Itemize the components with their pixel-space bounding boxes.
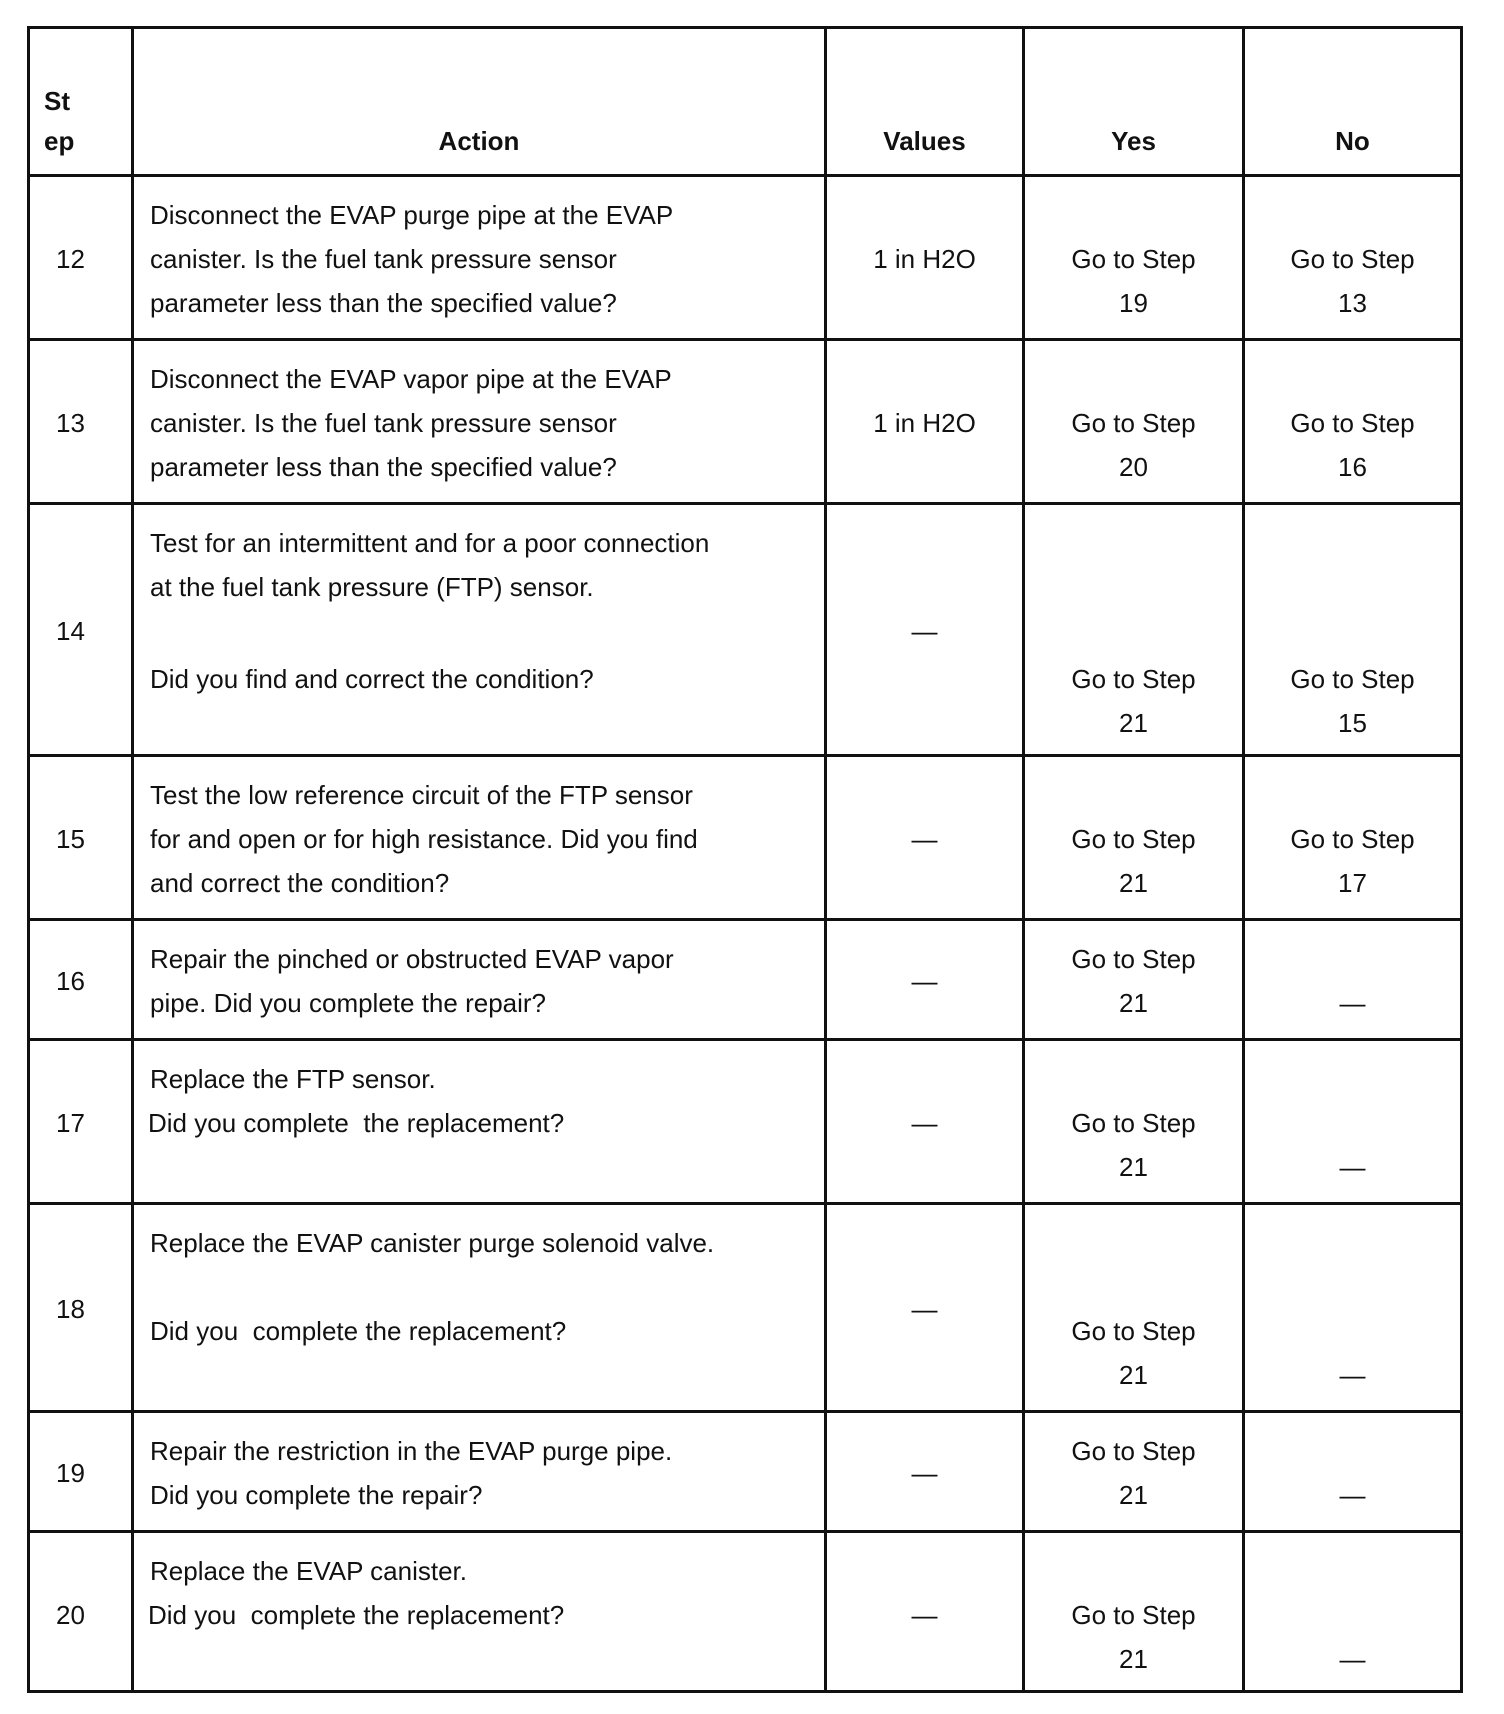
no-cell: Go to Step bbox=[1290, 824, 1415, 854]
diagnostic-table bbox=[27, 26, 1463, 1693]
header-action: Action bbox=[438, 126, 520, 156]
yes-cell-step: 20 bbox=[1119, 452, 1148, 482]
no-cell: Go to Step bbox=[1290, 664, 1415, 694]
no-cell: Go to Step bbox=[1290, 408, 1415, 438]
yes-cell-step: 21 bbox=[1119, 1644, 1148, 1674]
action-line: Test for an intermittent and for a poor connection bbox=[150, 528, 710, 558]
table-row bbox=[30, 341, 1460, 505]
no-cell: — bbox=[1339, 988, 1366, 1018]
value-cell: — bbox=[911, 824, 938, 854]
action-line: canister. Is the fuel tank pressure sensor bbox=[150, 244, 617, 274]
yes-cell-step: 21 bbox=[1119, 1480, 1148, 1510]
yes-cell: Go to Step bbox=[1071, 944, 1196, 974]
value-cell: — bbox=[911, 966, 938, 996]
yes-cell: Go to Step bbox=[1071, 1316, 1196, 1346]
no-cell: — bbox=[1339, 1644, 1366, 1674]
step-number: 15 bbox=[56, 824, 85, 854]
no-cell: Go to Step bbox=[1290, 244, 1415, 274]
action-line: canister. Is the fuel tank pressure sensor bbox=[150, 408, 617, 438]
table-row bbox=[30, 177, 1460, 341]
value-cell: 1 in H2O bbox=[873, 408, 976, 438]
table-row bbox=[30, 1533, 1460, 1690]
step-number: 16 bbox=[56, 966, 85, 996]
value-cell: — bbox=[911, 1458, 938, 1488]
no-cell: — bbox=[1339, 1152, 1366, 1182]
yes-cell-step: 21 bbox=[1119, 988, 1148, 1018]
step-number: 13 bbox=[56, 408, 85, 438]
yes-cell-step: 21 bbox=[1119, 868, 1148, 898]
value-cell: — bbox=[911, 1294, 938, 1324]
value-cell: 1 in H2O bbox=[873, 244, 976, 274]
no-cell: — bbox=[1339, 1360, 1366, 1390]
yes-cell: Go to Step bbox=[1071, 1600, 1196, 1630]
value-cell: — bbox=[911, 1108, 938, 1138]
action-line: Replace the FTP sensor. bbox=[150, 1064, 436, 1094]
table-row bbox=[30, 1413, 1460, 1533]
table-header bbox=[30, 29, 1460, 177]
action-line: and correct the condition? bbox=[150, 868, 450, 898]
action-line: Did you complete the replacement? bbox=[150, 1316, 567, 1346]
no-cell-step: 17 bbox=[1338, 868, 1367, 898]
no-cell: — bbox=[1339, 1480, 1366, 1510]
yes-cell-step: 21 bbox=[1119, 1360, 1148, 1390]
step-number: 17 bbox=[56, 1108, 85, 1138]
action-line: parameter less than the specified value? bbox=[150, 452, 617, 482]
action-line: Did you find and correct the condition? bbox=[150, 664, 594, 694]
action-line: at the fuel tank pressure (FTP) sensor. bbox=[150, 572, 594, 602]
header-yes: Yes bbox=[1111, 126, 1156, 156]
table-row bbox=[30, 1205, 1460, 1413]
yes-cell: Go to Step bbox=[1071, 664, 1196, 694]
action-line: Repair the restriction in the EVAP purge pipe. bbox=[150, 1436, 673, 1466]
yes-cell: Go to Step bbox=[1071, 1108, 1196, 1138]
no-cell-step: 13 bbox=[1338, 288, 1367, 318]
action-line: Replace the EVAP canister. bbox=[150, 1556, 468, 1586]
table-row bbox=[30, 921, 1460, 1041]
yes-cell: Go to Step bbox=[1071, 1436, 1196, 1466]
action-line: Did you complete the replacement? bbox=[148, 1600, 565, 1630]
action-line: for and open or for high resistance. Did you find bbox=[150, 824, 698, 854]
action-line: Test the low reference circuit of the FTP sensor bbox=[150, 780, 693, 810]
no-cell-step: 16 bbox=[1338, 452, 1367, 482]
yes-cell-step: 21 bbox=[1119, 1152, 1148, 1182]
action-line: Did you complete the repair? bbox=[150, 1480, 483, 1510]
no-cell-step: 15 bbox=[1338, 708, 1367, 738]
action-line: Did you complete the replacement? bbox=[148, 1108, 565, 1138]
table-row bbox=[30, 757, 1460, 921]
yes-cell-step: 21 bbox=[1119, 708, 1148, 738]
action-line: parameter less than the specified value? bbox=[150, 288, 617, 318]
step-number: 18 bbox=[56, 1294, 85, 1324]
header-no: No bbox=[1335, 126, 1370, 156]
header-step-line2: ep bbox=[44, 126, 75, 156]
value-cell: — bbox=[911, 1600, 938, 1630]
step-number: 20 bbox=[56, 1600, 85, 1630]
table-row bbox=[30, 1041, 1460, 1205]
action-line: Disconnect the EVAP purge pipe at the EVAP bbox=[150, 200, 674, 230]
yes-cell-step: 19 bbox=[1119, 288, 1148, 318]
yes-cell: Go to Step bbox=[1071, 824, 1196, 854]
value-cell: — bbox=[911, 616, 938, 646]
action-line: Repair the pinched or obstructed EVAP vapor bbox=[150, 944, 674, 974]
action-line: pipe. Did you complete the repair? bbox=[150, 988, 547, 1018]
yes-cell: Go to Step bbox=[1071, 244, 1196, 274]
action-line: Replace the EVAP canister purge solenoid valve. bbox=[150, 1228, 715, 1258]
step-number: 12 bbox=[56, 244, 85, 274]
step-number: 14 bbox=[56, 616, 85, 646]
table-row bbox=[30, 505, 1460, 757]
header-step-line1: St bbox=[44, 86, 70, 116]
action-line: Disconnect the EVAP vapor pipe at the EVAP bbox=[150, 364, 672, 394]
step-number: 19 bbox=[56, 1458, 85, 1488]
header-values: Values bbox=[883, 126, 966, 156]
yes-cell: Go to Step bbox=[1071, 408, 1196, 438]
